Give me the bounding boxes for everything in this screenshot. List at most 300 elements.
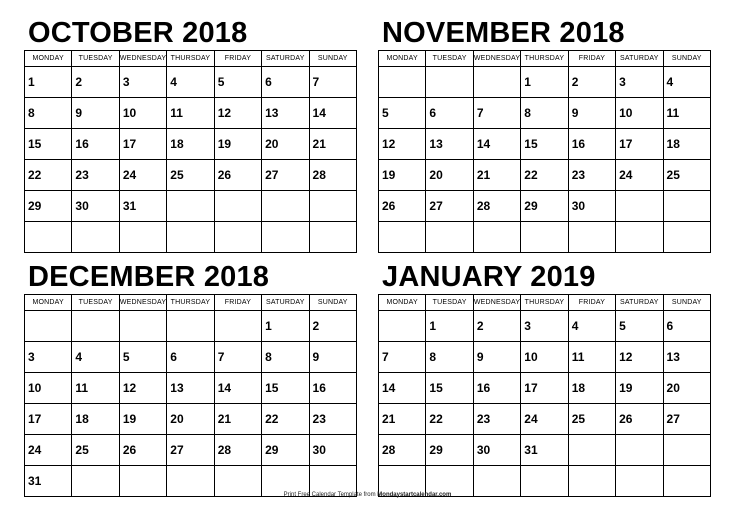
weekday-label: SUNDAY — [309, 51, 356, 67]
day-number: 26 — [619, 412, 633, 426]
day-cell — [616, 404, 663, 435]
day-cell — [473, 311, 520, 342]
day-cell — [214, 404, 261, 435]
weekday-label: MONDAY — [379, 51, 426, 67]
day-cell — [568, 342, 615, 373]
day-cell — [616, 129, 663, 160]
day-cell — [616, 222, 663, 253]
day-number: 9 — [75, 106, 83, 120]
day-cell — [379, 129, 426, 160]
day-cell — [426, 191, 473, 222]
day-cell — [568, 160, 615, 191]
month-grid — [378, 50, 711, 253]
day-number: 18 — [666, 137, 680, 151]
weekday-header-row — [379, 51, 711, 67]
day-number: 24 — [524, 412, 538, 426]
weekday-label: SUNDAY — [663, 51, 710, 67]
day-number: 26 — [217, 168, 232, 182]
day-cell — [379, 222, 426, 253]
day-number: 27 — [265, 168, 279, 182]
day-number: 3 — [524, 319, 531, 333]
day-cell — [663, 129, 710, 160]
day-number: 13 — [170, 381, 184, 395]
day-cell — [473, 342, 520, 373]
day-cell — [379, 435, 426, 466]
footer-text: Print Free Calendar Template from — [283, 492, 376, 498]
day-cell — [25, 67, 72, 98]
day-cell — [72, 342, 119, 373]
day-cell — [473, 435, 520, 466]
weekday-label: SATURDAY — [616, 51, 663, 67]
day-cell — [214, 342, 261, 373]
weekday-label: TUESDAY — [72, 51, 119, 67]
day-cell — [25, 191, 72, 222]
day-number: 11 — [170, 106, 183, 120]
day-number: 15 — [28, 137, 42, 151]
day-cell — [167, 129, 214, 160]
day-cell — [379, 311, 426, 342]
day-cell — [473, 373, 520, 404]
weekday-label: FRIDAY — [214, 295, 261, 311]
day-cell — [521, 435, 568, 466]
day-number: 13 — [429, 137, 443, 151]
day-cell — [119, 67, 166, 98]
day-cell — [25, 129, 72, 160]
day-cell — [426, 373, 473, 404]
weekday-label: TUESDAY — [426, 51, 473, 67]
day-number: 18 — [571, 381, 586, 395]
day-number: 22 — [429, 412, 443, 426]
day-number: 30 — [476, 443, 491, 457]
day-number: 21 — [382, 412, 396, 426]
day-cell — [379, 191, 426, 222]
day-number: 21 — [217, 412, 232, 426]
day-cell — [309, 222, 356, 253]
day-cell — [309, 160, 356, 191]
day-cell — [663, 160, 710, 191]
day-cell — [426, 98, 473, 129]
day-cell — [568, 98, 615, 129]
day-cell — [521, 191, 568, 222]
day-number: 28 — [312, 168, 326, 182]
weekday-label: FRIDAY — [568, 51, 615, 67]
day-number: 6 — [170, 350, 177, 364]
day-number: 16 — [312, 381, 326, 395]
weekday-label: FRIDAY — [568, 295, 615, 311]
day-number: 4 — [666, 75, 674, 89]
calendar-december-2018 — [24, 260, 357, 494]
day-cell — [262, 191, 309, 222]
day-cell — [309, 404, 356, 435]
day-number: 12 — [122, 381, 137, 395]
week-row — [25, 67, 357, 98]
day-cell — [379, 160, 426, 191]
day-number: 1 — [28, 75, 35, 89]
weekday-label: SUNDAY — [663, 295, 710, 311]
day-number: 15 — [265, 381, 279, 395]
day-cell — [309, 67, 356, 98]
day-number: 3 — [28, 350, 35, 364]
calendar-november-2018 — [378, 16, 711, 250]
day-cell — [25, 404, 72, 435]
week-row — [25, 342, 357, 373]
day-number: 15 — [429, 381, 443, 395]
day-number: 18 — [75, 412, 89, 426]
month-title: DECEMBER 2018 — [28, 261, 270, 293]
weekday-label: SATURDAY — [262, 51, 309, 67]
weekday-label: THURSDAY — [521, 51, 568, 67]
day-number: 19 — [217, 137, 232, 151]
day-cell — [167, 191, 214, 222]
day-cell — [262, 311, 309, 342]
weekday-label: WEDNESDAY — [119, 295, 166, 311]
day-cell — [426, 404, 473, 435]
day-cell — [119, 98, 166, 129]
day-cell — [616, 342, 663, 373]
week-row — [379, 191, 711, 222]
day-cell — [214, 67, 261, 98]
day-cell — [167, 311, 214, 342]
day-cell — [426, 342, 473, 373]
day-cell — [25, 160, 72, 191]
day-number: 10 — [619, 106, 633, 120]
day-cell — [663, 98, 710, 129]
day-cell — [521, 129, 568, 160]
week-row — [379, 311, 711, 342]
day-number: 27 — [170, 443, 184, 457]
day-cell — [426, 435, 473, 466]
day-number: 11 — [666, 106, 680, 120]
day-cell — [119, 342, 166, 373]
weekday-label: THURSDAY — [167, 51, 214, 67]
weekday-label: MONDAY — [25, 295, 72, 311]
day-number: 7 — [382, 350, 389, 364]
day-number: 8 — [429, 350, 437, 364]
day-number: 30 — [571, 199, 586, 213]
day-cell — [214, 435, 261, 466]
day-number: 16 — [571, 137, 586, 151]
day-cell — [262, 404, 309, 435]
day-number: 19 — [382, 168, 396, 182]
day-number: 25 — [170, 168, 184, 182]
day-cell — [568, 222, 615, 253]
day-number: 8 — [524, 106, 531, 120]
month-title: NOVEMBER 2018 — [382, 17, 625, 49]
day-number: 17 — [619, 137, 633, 151]
day-number: 28 — [382, 443, 396, 457]
day-number: 19 — [619, 381, 633, 395]
day-number: 22 — [524, 168, 538, 182]
week-row — [25, 311, 357, 342]
day-number: 25 — [666, 168, 680, 182]
day-cell — [616, 98, 663, 129]
day-number: 29 — [28, 199, 42, 213]
day-number: 12 — [619, 350, 633, 364]
day-cell — [72, 404, 119, 435]
day-cell — [214, 160, 261, 191]
day-number: 29 — [524, 199, 538, 213]
day-cell — [262, 67, 309, 98]
day-cell — [426, 222, 473, 253]
day-number: 24 — [122, 168, 137, 182]
calendar-january-2019 — [378, 260, 711, 494]
day-cell — [167, 98, 214, 129]
day-number: 1 — [429, 319, 437, 333]
day-cell — [426, 160, 473, 191]
day-number: 31 — [122, 199, 137, 213]
day-number: 22 — [28, 168, 42, 182]
week-row — [25, 129, 357, 160]
day-cell — [663, 404, 710, 435]
day-cell — [616, 435, 663, 466]
day-number: 8 — [28, 106, 35, 120]
weekday-label: FRIDAY — [214, 51, 261, 67]
day-cell — [72, 67, 119, 98]
day-cell — [663, 435, 710, 466]
day-cell — [167, 222, 214, 253]
day-number: 1 — [265, 319, 272, 333]
day-number: 20 — [265, 137, 279, 151]
day-cell — [72, 373, 119, 404]
day-number: 5 — [382, 106, 389, 120]
day-cell — [309, 311, 356, 342]
day-cell — [521, 67, 568, 98]
month-grid — [24, 294, 357, 497]
day-number: 5 — [122, 350, 130, 364]
day-number: 23 — [476, 412, 491, 426]
week-row — [379, 404, 711, 435]
day-cell — [119, 191, 166, 222]
day-cell — [616, 373, 663, 404]
day-cell — [262, 98, 309, 129]
week-row — [25, 98, 357, 129]
day-cell — [568, 373, 615, 404]
day-number: 27 — [666, 412, 680, 426]
day-number: 1 — [524, 75, 531, 89]
week-row — [25, 222, 357, 253]
day-cell — [167, 67, 214, 98]
day-cell — [309, 191, 356, 222]
day-number: 6 — [666, 319, 674, 333]
day-cell — [663, 373, 710, 404]
day-number: 27 — [429, 199, 443, 213]
day-number: 13 — [265, 106, 279, 120]
day-number: 18 — [170, 137, 184, 151]
day-number: 29 — [265, 443, 279, 457]
day-cell — [214, 129, 261, 160]
day-cell — [167, 404, 214, 435]
day-cell — [72, 191, 119, 222]
week-row — [25, 435, 357, 466]
day-cell — [379, 98, 426, 129]
day-cell — [379, 404, 426, 435]
day-number: 30 — [312, 443, 326, 457]
day-cell — [214, 373, 261, 404]
weekday-header-row — [25, 51, 357, 67]
day-number: 11 — [75, 381, 89, 395]
day-cell — [568, 435, 615, 466]
day-number: 20 — [170, 412, 184, 426]
day-number: 22 — [265, 412, 279, 426]
day-cell — [72, 129, 119, 160]
day-number: 17 — [524, 381, 538, 395]
day-cell — [309, 373, 356, 404]
day-cell — [379, 342, 426, 373]
day-cell — [25, 222, 72, 253]
weekday-header-row — [25, 295, 357, 311]
day-number: 24 — [28, 443, 42, 457]
week-row — [25, 404, 357, 435]
day-cell — [167, 342, 214, 373]
day-number: 11 — [571, 350, 585, 364]
day-cell — [426, 67, 473, 98]
day-cell — [521, 160, 568, 191]
day-number: 19 — [122, 412, 137, 426]
week-row — [379, 342, 711, 373]
day-number: 16 — [75, 137, 89, 151]
day-cell — [568, 404, 615, 435]
day-number: 15 — [524, 137, 538, 151]
day-cell — [119, 129, 166, 160]
day-cell — [426, 129, 473, 160]
day-cell — [72, 98, 119, 129]
day-number: 20 — [429, 168, 443, 182]
day-number: 5 — [619, 319, 626, 333]
day-cell — [25, 435, 72, 466]
day-cell — [309, 129, 356, 160]
day-cell — [473, 404, 520, 435]
day-cell — [521, 311, 568, 342]
day-number: 28 — [476, 199, 491, 213]
day-number: 7 — [312, 75, 320, 89]
day-cell — [663, 342, 710, 373]
day-cell — [473, 222, 520, 253]
day-cell — [473, 160, 520, 191]
week-row — [379, 67, 711, 98]
weekday-label: TUESDAY — [72, 295, 119, 311]
day-number: 14 — [476, 137, 491, 151]
day-number: 23 — [312, 412, 326, 426]
day-cell — [72, 222, 119, 253]
day-number: 31 — [524, 443, 538, 457]
day-cell — [25, 342, 72, 373]
day-cell — [262, 222, 309, 253]
day-number: 17 — [28, 412, 42, 426]
day-number: 20 — [666, 381, 680, 395]
day-number: 21 — [312, 137, 326, 151]
day-cell — [568, 67, 615, 98]
day-number: 7 — [476, 106, 484, 120]
day-cell — [214, 311, 261, 342]
day-cell — [119, 435, 166, 466]
day-number: 2 — [312, 319, 320, 333]
weekday-label: SATURDAY — [616, 295, 663, 311]
week-row — [379, 373, 711, 404]
footer-site-link[interactable]: Mondaystartcalendar.com — [377, 492, 452, 498]
day-number: 23 — [571, 168, 586, 182]
day-cell — [379, 373, 426, 404]
day-cell — [663, 222, 710, 253]
weekday-label: MONDAY — [25, 51, 72, 67]
day-cell — [167, 160, 214, 191]
day-cell — [167, 373, 214, 404]
weekday-label: MONDAY — [379, 295, 426, 311]
day-cell — [25, 98, 72, 129]
week-row — [379, 435, 711, 466]
day-cell — [473, 98, 520, 129]
day-number: 16 — [476, 381, 491, 395]
week-row — [25, 160, 357, 191]
day-number: 8 — [265, 350, 272, 364]
day-number: 25 — [75, 443, 89, 457]
day-cell — [214, 191, 261, 222]
day-number: 2 — [75, 75, 83, 89]
day-number: 30 — [75, 199, 89, 213]
day-cell — [119, 160, 166, 191]
day-cell — [616, 311, 663, 342]
month-title: JANUARY 2019 — [382, 261, 596, 293]
day-cell — [663, 191, 710, 222]
day-cell — [262, 342, 309, 373]
weekday-label: WEDNESDAY — [473, 51, 520, 67]
weekday-label: WEDNESDAY — [119, 51, 166, 67]
day-number: 9 — [312, 350, 320, 364]
day-number: 14 — [382, 381, 396, 395]
day-cell — [521, 404, 568, 435]
weekday-label: THURSDAY — [167, 295, 214, 311]
day-cell — [262, 160, 309, 191]
day-cell — [262, 435, 309, 466]
day-number: 21 — [476, 168, 491, 182]
day-number: 17 — [122, 137, 137, 151]
month-grid — [378, 294, 711, 497]
weekday-label: SATURDAY — [262, 295, 309, 311]
day-cell — [473, 129, 520, 160]
day-number: 10 — [122, 106, 137, 120]
day-cell — [72, 311, 119, 342]
day-number: 10 — [28, 381, 42, 395]
day-cell — [426, 311, 473, 342]
day-number: 5 — [217, 75, 225, 89]
day-cell — [521, 98, 568, 129]
day-cell — [568, 311, 615, 342]
day-number: 4 — [75, 350, 83, 364]
weekday-label: SUNDAY — [309, 295, 356, 311]
weekday-header-row — [379, 295, 711, 311]
day-cell — [521, 373, 568, 404]
week-row — [379, 129, 711, 160]
day-cell — [119, 222, 166, 253]
day-number: 12 — [217, 106, 232, 120]
day-cell — [25, 373, 72, 404]
day-cell — [616, 67, 663, 98]
day-number: 10 — [524, 350, 538, 364]
day-number: 12 — [382, 137, 396, 151]
day-cell — [663, 311, 710, 342]
day-number: 24 — [619, 168, 633, 182]
day-cell — [309, 98, 356, 129]
day-cell — [616, 160, 663, 191]
week-row — [25, 373, 357, 404]
day-cell — [72, 435, 119, 466]
day-cell — [167, 435, 214, 466]
day-number: 7 — [217, 350, 225, 364]
day-number: 26 — [122, 443, 137, 457]
day-cell — [214, 98, 261, 129]
day-number: 31 — [28, 474, 42, 488]
day-number: 2 — [571, 75, 579, 89]
day-number: 3 — [619, 75, 626, 89]
